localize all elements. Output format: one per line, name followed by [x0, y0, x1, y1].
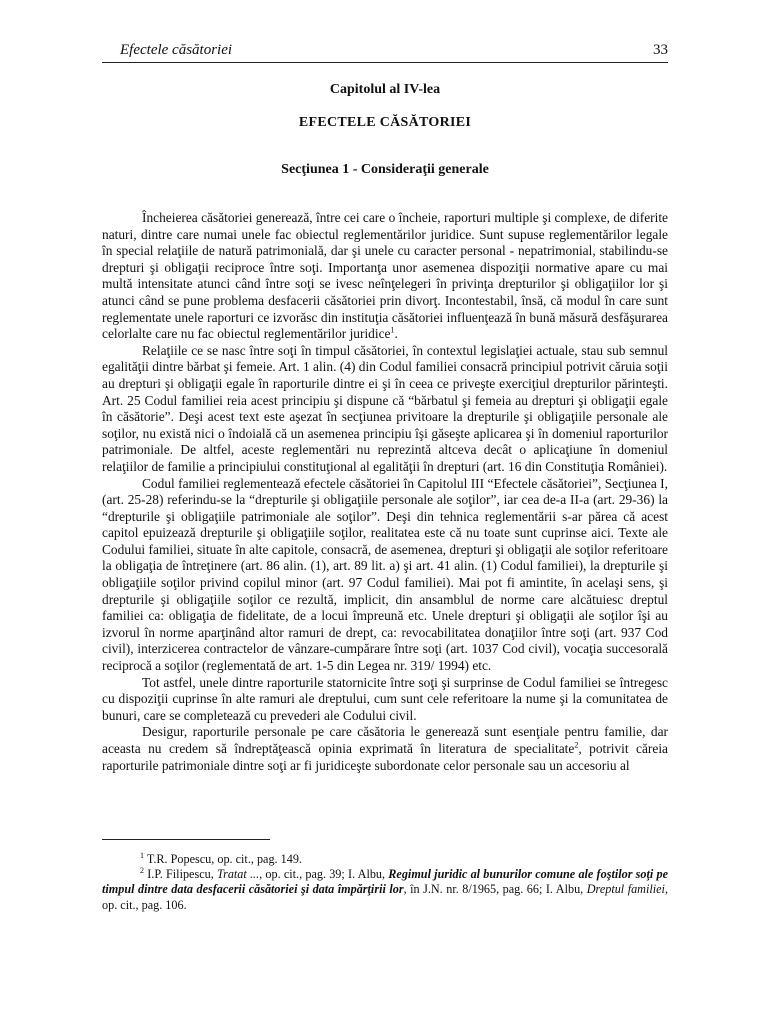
paragraph-2: Relaţiile ce se nasc între soţi în timpul căsătoriei, în contextul legislaţiei actuale, stau sub semnul egalităţii dintre bărbat şi femeie. Art. 1 alin. (4) din Codul familiei consacră principiul potrivit căruia soţii au drepturi şi obligaţii egale în raporturile dintre ei şi în ceea ce priveşte exerciţiul drepturilor părinteşti. Art. 25 Codul familiei reia acest principiu şi dispune că “bărbatul şi femeia au drepturi şi obligaţii egale în căsătorie”. Deşi acest text este aşezat în secţiunea privitoare la drepturile şi obligaţiile personale ale soţilor, nu există nici o îndoială că un asemenea principiu îşi găseşte aplicarea şi în domeniul raporturilor patrimoniale. De altfel, aceste reglementări nu reprezintă altceva decât o aplicaţiune în domeniul relaţiilor de familie a principiului constituţional al egalităţii în drepturi (art. 16 din Constituţia României). [102, 342, 668, 474]
footnote-text: , op. cit., pag. 39; I. Albu, [259, 867, 389, 882]
footnote-number: 1 [140, 850, 144, 860]
footnote-text: I.P. Filipescu, [147, 867, 217, 882]
footnote-text: , op. cit., pag. 106. [102, 882, 668, 912]
footnote-ref-1[interactable]: 1 [390, 325, 395, 335]
paragraph-text-end: . [394, 326, 398, 342]
section-title: Secţiunea 1 - Consideraţii generale [281, 162, 489, 177]
running-title: Efectele căsătoriei [120, 42, 233, 58]
paragraph-text: Încheierea căsătoriei generează, între cei care o încheie, raporturi multiple şi complexe, de diferite naturi, dintre care numai unele fac obiectul reglementărilor juridice. Sunt supuse reglementărilor legale în special relaţiile de natură patrimonială, dar şi unele cu caracter personal - nepatrimonial, stabilindu-se drepturi şi obligaţii reciproce între soţi. Importanţa unor asemenea dispoziţii normative apare cu mai multă intensitate atunci când între soţi se ivesc neînţelegeri în privinţa drepturilor şi obligaţiilor lor şi atunci când se pune problema desfacerii căsătoriei prin divorţ. Incontestabil, însă, că modul în care sunt reglementate unele raporturi ce izvorăsc din instituţia căsătoriei influenţează în bună măsură desfăşurarea celorlalte care nu fac obiectul reglementărilor juridice [102, 210, 668, 342]
body-text [102, 210, 668, 774]
running-header [102, 40, 668, 63]
paragraph-4: Tot astfel, unele dintre raporturile statornicite între soţi şi surprinse de Codul familiei se întregesc cu dispoziţii cuprinse în alte ramuri ale dreptului, cum sunt cele referitoare la nume şi la comunitatea de bunuri, care se completează cu prevederi ale Codului civil. [102, 674, 668, 723]
footnote-article-title: Regimul juridic al bunurilor comune ale foştilor soţi pe timpul dintre data desfacerii căsătoriei şi data împărţirii lor [102, 867, 668, 897]
chapter-title: EFECTELE CĂSĂTORIEI [298, 115, 472, 130]
paragraph-3: Codul familiei reglementează efectele căsătoriei în Capitolul III “Efectele căsătoriei”, Secţiunea I, (art. 25-28) referindu-se la “drepturile şi obligaţiile personale ale soţilor”, iar cea de-a II-a (art. 29-36) la “drepturile şi obligaţiile patrimoniale ale soţilor”. Deşi din tehnica reglementării s-ar părea că acest capitol epuizează drepturile şi obligaţiile soţilor, realitatea este că nu toate sunt cuprinse aici. Texte ale Codului familiei, situate în alte capitole, consacră, de asemenea, drepturi şi obligaţii ale soţilor referitoare la obligaţia de întreţinere (art. 86 alin. (1), art. 89 lit. a) şi art. 41 alin. (1) Codul familiei), la drepturile şi obligaţiile soţilor privind copilul minor (art. 97 Codul familiei). Mai pot fi amintite, în acelaşi sens, şi drepturile şi obligaţiile soţilor ce rezultă, implicit, din ansamblul de norme care alcătuiesc dreptul familiei ca: obligaţia de fidelitate, de a locui împreună etc. Unele drepturi şi obligaţii ale soţilor îşi au izvorul în norme aparţinând altor ramuri de drept, ca: revocabilitatea donaţiilor între soţi (art. 937 Cod civil), interzicerea contractelor de vânzare-cumpărare între soţi (art. 1037 Cod civil), vocaţia succesorală reciprocă a soţilor (reglementată de art. 1-5 din Legea nr. 319/ 1994) etc. [102, 475, 668, 674]
paragraph-text-end: , potrivit căreia raporturile patrimoniale dintre soţi ar fi juridiceşte subordonate celor personale sau un accesoriu al [102, 741, 668, 773]
footnote-book-title: Dreptul familiei [586, 882, 665, 897]
footnote-2 [102, 867, 668, 913]
footnote-title-italic: Tratat ... [216, 867, 260, 882]
chapter-label: Capitolul al IV-lea [329, 82, 441, 97]
footnote-ref-2[interactable]: 2 [574, 740, 579, 750]
footnote-1 [102, 852, 668, 867]
footnote-text: , în J.N. nr. 8/1965, pag. 66; I. Albu, [403, 882, 587, 897]
paragraph-text: Desigur, raporturile personale pe care căsătoria le generează sunt esenţiale pentru familie, dar aceasta nu credem să îndreptăţească opinia exprimată în literatura de specialitate [102, 724, 668, 756]
footnote-text: T.R. Popescu, op. cit., pag. 149. [146, 852, 302, 866]
footnote-divider [102, 839, 270, 840]
footnote-number: 2 [140, 866, 144, 876]
paragraph-1 [102, 210, 668, 343]
page-number: 33 [653, 42, 668, 58]
footnotes [102, 852, 668, 913]
paragraph-5 [102, 724, 668, 774]
